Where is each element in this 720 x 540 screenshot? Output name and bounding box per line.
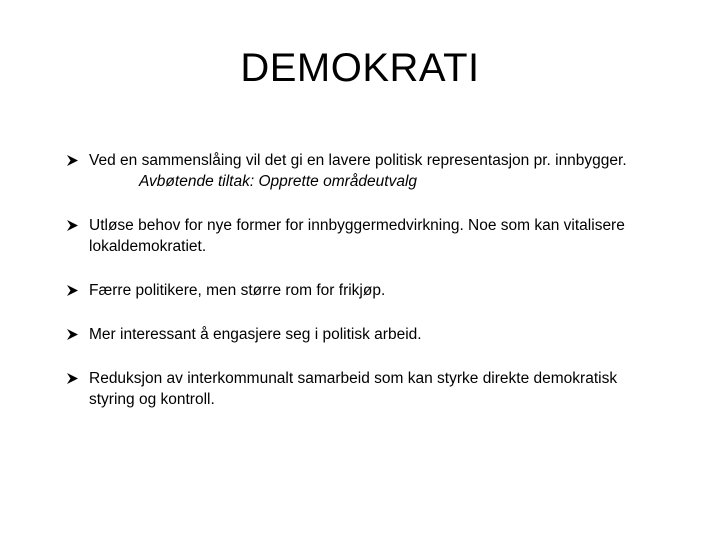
bullet-item xyxy=(66,280,666,301)
bullet-text: Ved en sammenslåing vil det gi en lavere politisk representasjon pr. innbygger. xyxy=(89,152,627,169)
bullet-text: Reduksjon av interkommunalt samarbeid som kan styrke direkte demokratisk styring og kontroll. xyxy=(89,370,618,408)
bullet-text: Utløse behov for nye former for innbyggermedvirkning. Noe som kan vitalisere lokaldemokratiet. xyxy=(89,217,625,255)
arrowhead-bullet-icon xyxy=(66,324,82,345)
bullet-text: Færre politikere, men større rom for frikjøp. xyxy=(89,282,386,299)
arrowhead-bullet-icon xyxy=(66,215,82,236)
bullet-sub-text: Avbøtende tiltak: Opprette områdeutvalg xyxy=(139,173,418,190)
arrowhead-bullet-icon xyxy=(66,150,82,171)
bullet-item xyxy=(66,324,666,345)
slide-title: DEMOKRATI xyxy=(240,46,480,90)
bullet-item xyxy=(66,215,666,257)
bullet-list xyxy=(66,150,666,410)
arrowhead-bullet-icon xyxy=(66,368,82,389)
bullet-text: Mer interessant å engasjere seg i politisk arbeid. xyxy=(89,326,422,343)
arrowhead-bullet-icon xyxy=(66,280,82,301)
bullet-item xyxy=(66,150,666,192)
bullet-item xyxy=(66,368,666,410)
